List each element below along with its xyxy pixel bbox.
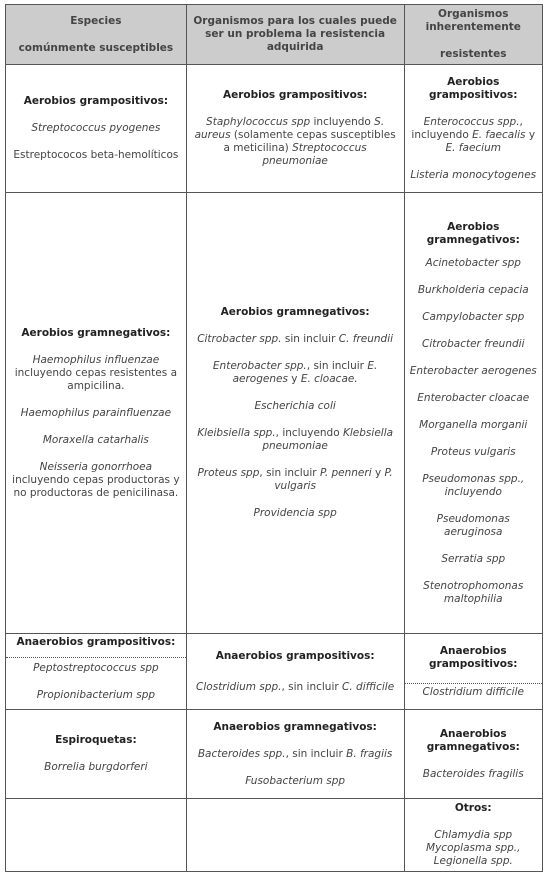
cell-aerobic-gram-negative-susceptible [6, 193, 187, 634]
organism: Stenotrophomonas maltophilia [423, 579, 524, 605]
table-row [6, 799, 543, 872]
group-heading: Aerobios grampositivos: [429, 75, 518, 101]
group-heading: Aerobios gramnegativos: [426, 220, 520, 246]
header-inherently-resistant-line1: Organismos inherentemente [425, 8, 521, 33]
organism: Providencia spp [253, 507, 337, 519]
organism: Morganella morganii [419, 418, 528, 431]
organism: Chlamydia spp [434, 829, 513, 841]
organism: Burkholderia cepacia [417, 283, 529, 296]
organism: Listeria monocytogenes [410, 168, 537, 181]
header-susceptible-line1: Especies [70, 14, 122, 27]
cell-aerobic-gram-positive-susceptible [6, 65, 187, 193]
header-acquired-resistance [186, 5, 404, 65]
organism: Staphylococcus spp incluyendo S. aureus (solamente cepas susceptibles a meticilina) Streptococcus pneumoniae [194, 116, 396, 167]
header-susceptible-line2: comúnmente susceptibles [18, 41, 174, 54]
table-row [6, 634, 543, 710]
cell-empty [186, 799, 404, 872]
group-heading: Espiroquetas: [55, 734, 137, 746]
organism: Bacteroides spp., sin incluir B. fragiis [197, 747, 393, 760]
header-inherently-resistant-line2: resistentes [440, 48, 507, 60]
organism: Serratia spp [441, 552, 506, 565]
table-row [6, 65, 543, 193]
cell-aerobic-gram-positive-inherent [404, 65, 543, 193]
cell-empty [6, 799, 187, 872]
organism: Borrelia burgdorferi [44, 761, 148, 773]
organism: Streptococcus pyogenes [31, 122, 161, 134]
organism: Moraxella catarhalis [42, 433, 149, 446]
organism: Pseudomonas aeruginosa [436, 512, 510, 538]
organism: Escherichia coli [254, 400, 336, 412]
cell-spirochetes-susceptible [6, 710, 187, 799]
susceptibility-table [5, 4, 543, 872]
table-row [6, 193, 543, 634]
organism: Haemophilus influenzae incluyendo cepas resistentes a ampicilina. [14, 353, 178, 392]
organism: Fusobacterium spp [245, 774, 346, 787]
group-heading: Aerobios gramnegativos: [220, 306, 370, 318]
cell-aerobic-gram-negative-acquired [186, 193, 404, 634]
table-header-row [6, 5, 543, 65]
organism: Enterobacter aerogenes [409, 364, 537, 377]
organism: Clostridium spp., sin incluir C. difficile [196, 680, 395, 693]
group-heading: Anaerobios gramnegativos: [426, 727, 520, 753]
organism: Proteus spp, sin incluir P. penneri y P. vulgaris [197, 467, 393, 492]
cell-anaerobic-gram-positive-acquired [186, 634, 404, 710]
header-inherently-resistant [404, 5, 543, 65]
group-heading: Aerobios gramnegativos: [21, 326, 171, 339]
organism: Mycoplasma spp., [426, 842, 521, 854]
organism: Enterobacter cloacae [417, 391, 530, 404]
organism: Enterobacter spp., sin incluir E. aerogenes y E. cloacae. [212, 360, 378, 385]
group-heading: Anaerobios grampositivos: [405, 645, 543, 684]
cell-anaerobic-gram-negative-acquired [186, 710, 404, 799]
group-heading: Anaerobios gramnegativos: [213, 720, 377, 733]
organism: Propionibacterium spp [36, 689, 156, 701]
group-heading: Otros: [454, 802, 492, 814]
cell-anaerobic-gram-negative-inherent [404, 710, 543, 799]
organism: Haemophilus parainfluenzae [20, 406, 172, 419]
organism: Proteus vulgaris [430, 445, 516, 458]
table-row [6, 710, 543, 799]
cell-aerobic-gram-negative-inherent [404, 193, 543, 634]
organism: Bacteroides fragilis [422, 767, 524, 780]
organism: Estreptococos beta-hemolíticos [13, 149, 179, 161]
organism: Neisseria gonorrhoea incluyendo cepas productoras y no productoras de penicilinasa. [12, 460, 180, 499]
group-heading: Aerobios grampositivos: [222, 89, 368, 101]
organism: Peptostreptococcus spp [33, 662, 159, 674]
organism: Kleibsiella spp., incluyendo Klebsiella pneumoniae [197, 427, 394, 452]
cell-aerobic-gram-positive-acquired [186, 65, 404, 193]
organism: Clostridium difficile [422, 685, 524, 698]
group-heading: Anaerobios grampositivos: [6, 634, 186, 658]
organism: Campylobacter spp [422, 310, 525, 323]
cell-others-inherent [404, 799, 543, 872]
header-susceptible [6, 5, 187, 65]
group-heading: Aerobios grampositivos: [23, 95, 169, 107]
organism: Citrobacter freundii [422, 337, 525, 350]
cell-anaerobic-gram-positive-susceptible [6, 634, 187, 710]
organism: Legionella spp. [433, 855, 513, 867]
group-heading: Anaerobios grampositivos: [215, 649, 375, 662]
organism: Citrobacter spp. sin incluir C. freundii [197, 333, 394, 345]
organism: Pseudomonas spp., incluyendo [422, 472, 525, 498]
cell-anaerobic-gram-positive-inherent [404, 634, 543, 710]
organism: Enterococcus spp., incluyendo E. faecalis y E. faecium [411, 115, 536, 154]
header-acquired-resistance-text: Organismos para los cuales puede ser un problema la resistencia adquirida [193, 15, 397, 53]
organism: Acinetobacter spp [425, 256, 521, 269]
